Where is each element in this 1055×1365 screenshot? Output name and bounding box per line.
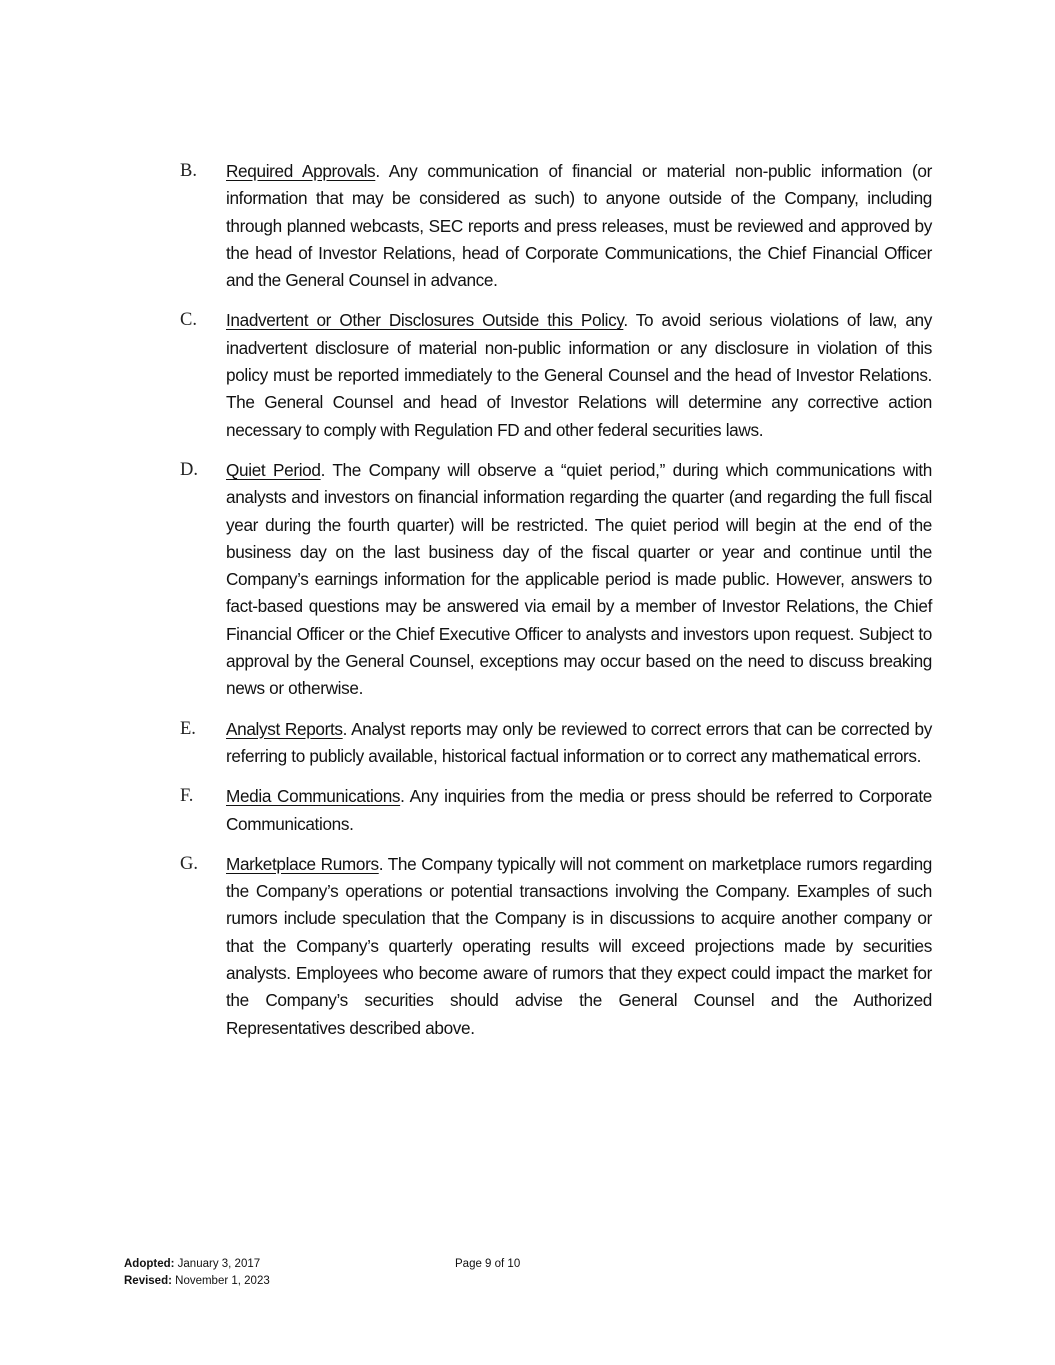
policy-item-f	[180, 783, 932, 838]
item-body	[226, 158, 932, 294]
policy-item-e	[180, 716, 932, 771]
page-number: Page 9 of 10	[455, 1258, 521, 1270]
item-heading: Analyst Reports	[226, 718, 343, 739]
item-body	[226, 307, 932, 443]
item-body	[226, 716, 932, 771]
item-text: . To avoid serious violations of law, any inadvertent disclosure of material non-public information or any disclosure in violation of this policy must be reported immediately to the General Counsel and the head of Investor Relations. The General Counsel and head of Investor Relations will determine any corrective action necessary to comply with Regulation FD and other federal securities laws.	[226, 310, 932, 440]
item-text: . The Company typically will not comment on marketplace rumors regarding the Company’s operations or potential transactions involving the Company. Examples of such rumors include speculation that the Company is in discussions to acquire another company or that the Company’s quarterly operating results will exceed projections made by securities analysts. Employees who become aware of rumors that they expect could impact the market for the Company’s securities should advise the General Counsel and the Authorized Representatives described above.	[226, 853, 933, 1038]
item-text: . Any inquiries from the media or press should be referred to Corporate Communications.	[226, 786, 932, 834]
policy-item-d	[180, 457, 932, 703]
item-text: . Analyst reports may only be reviewed to correct errors that can be corrected by referring to publicly available, historical factual information or to correct any mathematical errors.	[226, 718, 932, 766]
item-letter: G.	[180, 853, 198, 874]
revised-line	[124, 1273, 270, 1290]
policy-item-c	[180, 307, 932, 443]
item-text: . The Company will observe a “quiet period,” during which communications with analysts and investors on financial information regarding the quarter (and regarding the full fiscal year during the fourth quarter) will be restricted. The quiet period will begin at the end of the business day on the last business day of the fiscal quarter or year and continue until the Company’s earnings information for the applicable period is made public. However, answers to fact-based questions may be answered via email by a member of Investor Relations, the Chief Financial Officer or the Chief Executive Officer to analysts and investors upon request. Subject to approval by the General Counsel, exceptions may occur based on the need to discuss breaking news or otherwise.	[226, 459, 933, 699]
item-letter: B.	[180, 161, 197, 181]
item-heading: Required Approvals	[226, 161, 376, 181]
item-body	[226, 783, 932, 838]
item-letter: F.	[180, 786, 194, 807]
item-heading: Quiet Period	[226, 459, 321, 480]
policy-item-b	[180, 158, 932, 294]
item-heading: Inadvertent or Other Disclosures Outside this Policy	[226, 310, 624, 331]
item-body	[226, 457, 932, 703]
item-letter: E.	[180, 718, 196, 739]
policy-item-g	[180, 851, 932, 1042]
item-letter: C.	[180, 310, 197, 331]
adopted-label: Adopted:	[124, 1258, 175, 1270]
item-heading: Marketplace Rumors	[226, 853, 379, 874]
item-body	[226, 851, 932, 1042]
item-heading: Media Communications	[226, 786, 401, 807]
item-letter: D.	[180, 459, 198, 480]
item-text: . Any communication of financial or material non-public information (or information that may be considered as such) to anyone outside of the Company, including through planned webcasts, SEC reports and press releases, must be reviewed and approved by the head of Investor Relations, head of Corporate Communications, the Chief Financial Officer and the General Counsel in advance.	[226, 161, 932, 291]
policy-items-list	[180, 158, 932, 1055]
revised-date: November 1, 2023	[171, 1275, 270, 1287]
adopted-date: January 3, 2017	[174, 1258, 261, 1270]
adopted-line	[124, 1256, 270, 1273]
revised-label: Revised:	[124, 1275, 172, 1287]
footer-dates	[124, 1256, 270, 1290]
